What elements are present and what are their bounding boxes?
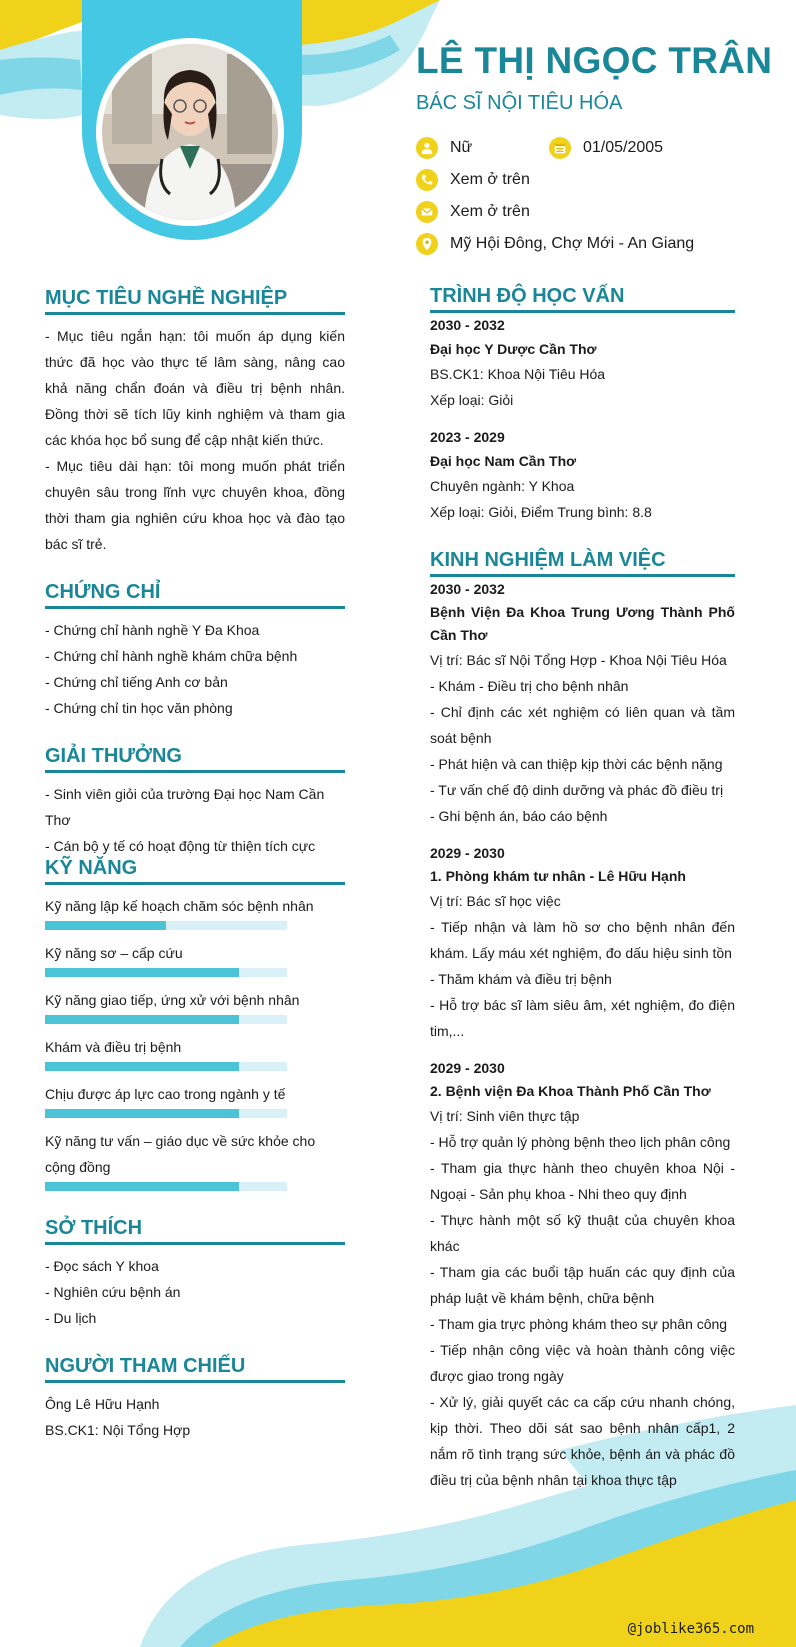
skill-label: Khám và điều trị bệnh: [45, 1039, 182, 1055]
objective-heading: MỤC TIÊU NGHỀ NGHIỆP: [45, 287, 345, 315]
skill-label: Kỹ năng tư vấn – giáo dục về sức khỏe cho cộng đồng: [45, 1133, 316, 1175]
references-section: [45, 1355, 345, 1443]
skill-item: [45, 940, 345, 977]
experience-section: [430, 549, 735, 1493]
gender-value: Nữ: [450, 139, 473, 156]
skill-bar-fill: [45, 1182, 239, 1191]
skill-bar: [45, 1015, 287, 1024]
phone-row: [416, 169, 530, 191]
experience-line: - Tư vấn chế độ dinh dưỡng và phác đồ điều trị: [430, 782, 724, 798]
skills-section: [45, 857, 345, 1201]
objective-section: [45, 287, 345, 557]
education-school: Đại học Nam Cần Thơ: [430, 453, 577, 469]
skill-item: [45, 1034, 345, 1071]
birthdate-row: [549, 137, 663, 159]
candidate-name: LÊ THỊ NGỌC TRÂN: [416, 40, 773, 81]
skill-label: Kỹ năng giao tiếp, ứng xử với bệnh nhân: [45, 992, 300, 1008]
experience-line: Vị trí: Sinh viên thực tập: [430, 1108, 580, 1124]
awards-heading: GIẢI THƯỞNG: [45, 745, 345, 773]
reference-role: BS.CK1: Nội Tổng Hợp: [45, 1422, 191, 1438]
location-icon: [416, 233, 438, 255]
user-icon: [416, 137, 438, 159]
certificate-item: - Chứng chỉ tiếng Anh cơ bản: [45, 674, 228, 690]
awards-section: [45, 745, 345, 859]
skill-label: Chịu được áp lực cao trong ngành y tế: [45, 1086, 286, 1102]
experience-period: 2029 - 2030: [430, 845, 505, 861]
education-school: Đại học Y Dược Cần Thơ: [430, 341, 597, 357]
phone-icon: [416, 169, 438, 191]
award-item: - Cán bộ y tế có hoạt động từ thiện tích cực: [45, 838, 316, 854]
experience-line: - Phát hiện và can thiệp kịp thời các bệnh nặng: [430, 756, 723, 772]
experience-heading: KINH NGHIỆM LÀM VIỆC: [430, 549, 735, 577]
watermark: @joblike365.com: [627, 1621, 754, 1637]
experience-period: 2030 - 2032: [430, 581, 505, 597]
experience-line: Vị trí: Bác sĩ học việc: [430, 893, 561, 909]
doctor-portrait-illustration: [102, 44, 278, 220]
address-row: [416, 233, 694, 255]
birthdate-value: 01/05/2005: [583, 139, 664, 156]
hobby-item: - Du lịch: [45, 1310, 97, 1326]
address-value: Mỹ Hội Đông, Chợ Mới - An Giang: [450, 235, 695, 252]
email-icon: [416, 201, 438, 223]
email-value: Xem ở trên: [450, 203, 530, 220]
experience-line: - Thăm khám và điều trị bệnh: [430, 971, 612, 987]
phone-value: Xem ở trên: [450, 171, 530, 188]
objective-long: - Mục tiêu dài hạn: tôi mong muốn phát triển chuyên sâu trong lĩnh vực chuyên khoa, đồng thời tham gia nghiên cứu khoa học và đào tạo bác sĩ trẻ.: [45, 458, 345, 552]
experience-line: - Chỉ định các xét nghiệm có liên quan và tầm soát bệnh: [430, 704, 735, 746]
hobby-item: - Nghiên cứu bệnh án: [45, 1284, 181, 1300]
hobby-item: - Đọc sách Y khoa: [45, 1258, 159, 1274]
experience-line: - Thực hành một số kỹ thuật của chuyên khoa khác: [430, 1212, 735, 1254]
skill-bar-fill: [45, 1109, 239, 1118]
certificates-heading: CHỨNG CHỈ: [45, 581, 345, 609]
calendar-icon: [549, 137, 571, 159]
objective-short: - Mục tiêu ngắn hạn: tôi muốn áp dụng kiến thức đã học vào thực tế lâm sàng, nâng cao khả năng chẩn đoán và điều trị bệnh nhân. Đồng thời sẽ tích lũy kinh nghiệm và tham gia các khóa học bổ sung để cập nhật kiến thức.: [45, 328, 345, 448]
skill-item: [45, 987, 345, 1024]
experience-line: - Ghi bệnh án, báo cáo bệnh: [430, 808, 608, 824]
gender-row: [416, 137, 472, 159]
skill-bar: [45, 968, 287, 977]
skill-bar-fill: [45, 921, 166, 930]
reference-name: Ông Lê Hữu Hạnh: [45, 1396, 160, 1412]
skill-item: [45, 1081, 345, 1118]
experience-line: - Xử lý, giải quyết các ca cấp cứu nhanh chóng, kịp thời. Theo dõi sát sao bệnh nhân cấp1, 2 nắm rõ tình trạng sức khỏe, bệnh án và phác đồ điều trị của bệnh nhân tại khoa thực tập: [430, 1394, 735, 1488]
job-title: BÁC SĨ NỘI TIÊU HÓA: [416, 92, 623, 114]
education-line: BS.CK1: Khoa Nội Tiêu Hóa: [430, 366, 606, 382]
experience-line: - Tiếp nhận và làm hồ sơ cho bệnh nhân đến khám. Lấy máu xét nghiệm, đo dấu hiệu sinh tồn: [430, 919, 735, 961]
hobbies-heading: SỞ THÍCH: [45, 1217, 345, 1245]
email-row: [416, 201, 530, 223]
skill-item: [45, 1128, 345, 1191]
skill-bar: [45, 1109, 287, 1118]
experience-line: - Tham gia trực phòng khám theo sự phân công: [430, 1316, 728, 1332]
experience-period: 2029 - 2030: [430, 1060, 505, 1076]
experience-line: - Tham gia thực hành theo chuyên khoa Nội - Ngoại - Sản phụ khoa - Nhi theo quy định: [430, 1160, 735, 1202]
experience-line: Vị trí: Bác sĩ Nội Tổng Hợp - Khoa Nội Tiêu Hóa: [430, 652, 727, 668]
skill-bar-fill: [45, 968, 239, 977]
references-heading: NGƯỜI THAM CHIẾU: [45, 1355, 345, 1383]
skill-label: Kỹ năng sơ – cấp cứu: [45, 945, 183, 961]
certificate-item: - Chứng chỉ tin học văn phòng: [45, 700, 233, 716]
experience-line: - Hỗ trợ quản lý phòng bệnh theo lịch phân công: [430, 1134, 731, 1150]
award-item: - Sinh viên giỏi của trường Đại học Nam Cần Thơ: [45, 786, 325, 828]
education-line: Xếp loại: Giỏi, Điểm Trung bình: 8.8: [430, 504, 652, 520]
certificate-item: - Chứng chỉ hành nghề Y Đa Khoa: [45, 622, 260, 638]
experience-line: - Tiếp nhận công việc và hoàn thành công việc được giao trong ngày: [430, 1342, 735, 1384]
profile-photo: [96, 38, 284, 226]
skills-heading: KỸ NĂNG: [45, 857, 345, 885]
education-line: Chuyên ngành: Y Khoa: [430, 478, 575, 494]
education-period: 2023 - 2029: [430, 429, 505, 445]
experience-org: Bệnh Viện Đa Khoa Trung Ương Thành Phố Cần Thơ: [430, 604, 735, 643]
experience-line: - Tham gia các buổi tập huấn các quy định của pháp luật về khám bệnh, chữa bệnh: [430, 1264, 735, 1306]
certificates-section: [45, 581, 345, 721]
skill-item: [45, 893, 345, 930]
experience-org: 1. Phòng khám tư nhân - Lê Hữu Hạnh: [430, 868, 686, 884]
skill-bar: [45, 1182, 287, 1191]
certificate-item: - Chứng chỉ hành nghề khám chữa bệnh: [45, 648, 298, 664]
education-section: [430, 285, 735, 525]
experience-line: - Hỗ trợ bác sĩ làm siêu âm, xét nghiệm, đo điện tim,...: [430, 997, 735, 1039]
education-line: Xếp loại: Giỏi: [430, 392, 514, 408]
experience-org: 2. Bệnh viện Đa Khoa Thành Phố Cần Thơ: [430, 1083, 711, 1099]
education-period: 2030 - 2032: [430, 317, 505, 333]
hobbies-section: [45, 1217, 345, 1331]
skill-label: Kỹ năng lập kế hoạch chăm sóc bệnh nhân: [45, 898, 314, 914]
experience-line: - Khám - Điều trị cho bệnh nhân: [430, 678, 629, 694]
skill-bar-fill: [45, 1015, 239, 1024]
education-heading: TRÌNH ĐỘ HỌC VẤN: [430, 285, 735, 313]
skill-bar: [45, 921, 287, 930]
skill-bar: [45, 1062, 287, 1071]
skill-bar-fill: [45, 1062, 239, 1071]
